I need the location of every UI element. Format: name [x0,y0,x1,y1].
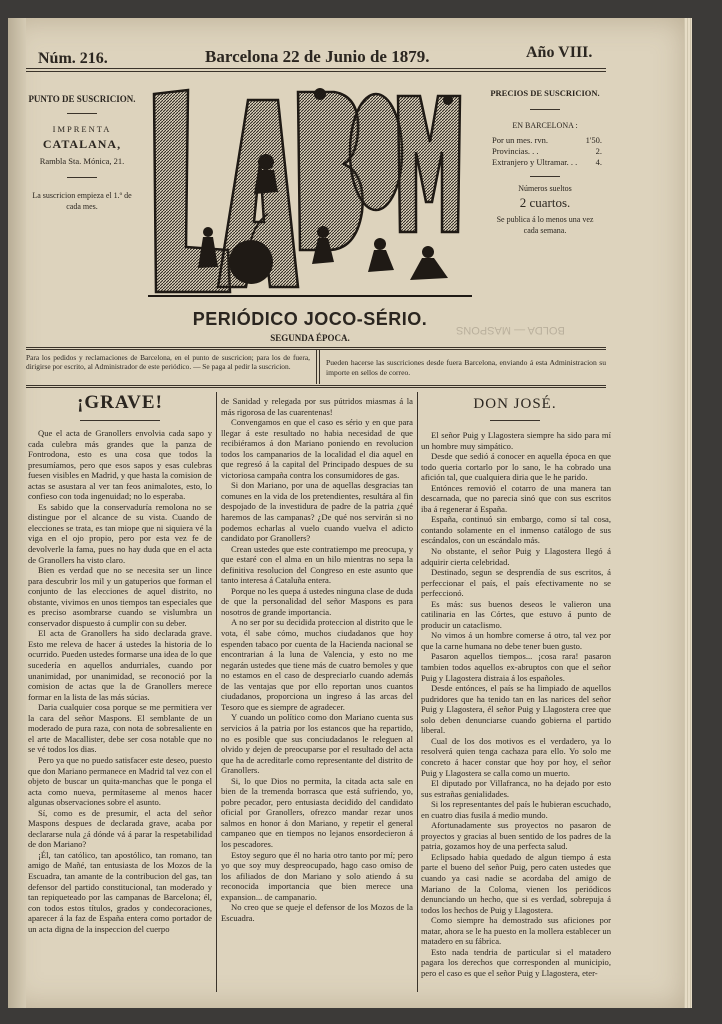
page-spine [8,18,26,1008]
issue-year: Año VIII. [526,44,593,61]
article-paragraph: Como siempre ha demostrado sus aficiones por matar, ahora se le ha puesto en la mollera establecer un matadero en su fábrica. [421,915,611,947]
issue-date: Barcelona 22 de Junio de 1879. [205,47,430,66]
suscricion-box [26,94,138,212]
article-column-3 [421,430,611,996]
article-paragraph: Pasaron aquellos tiempos... ¡cosa rara! pasaron tambien todos aquellos ex-abruptos con que el señor Puig y Llagostera distraia á los españoles. [421,651,611,683]
article-paragraph: Afortunadamente sus proyectos no pasaron de proyectos y gracias al buen sentido de los padres de la patria, gozamos hoy de una perfecta salud. [421,820,611,852]
header-rule-top-2 [26,71,606,72]
publica-note: Se publica á lo menos una vez cada semana. [496,215,594,235]
article-paragraph: ¡Él, tan católico, tan apostólico, tan romano, tan amigo de Mañé, tan entusiasta de los Mozos de la Escuadra, tan amante de la contribucion del gas, tan defensor del partido constitucional, tan moderado y tan repiqueteado por las campanas de Barcelona; él, con todos estos títulos, grados y condecoraciones, aparecer á la faz de España entera como portador de un acta digna de la inspeccion del cuerpo [28,849,212,934]
imprenta-name: CATALANA, [42,137,122,151]
article-paragraph: Esto nada tendria de particular si el matadero pagara los derechos que corresponden al municipio, pero el caso es que el señor Puig y Llagostera, eter- [421,946,611,978]
article-paragraph: Convengamos en que el caso es sério y en que para llegar á este resultado no habia necesidad de que recibiéramos á don Mariano poniendo en revolucion todos los campanarios de la localidad el dia aquel en que regresó á la capital del Principado despues de su victoriosa campaña contra los consumidores de gas. [221,417,413,480]
sueltos-label: Números sueltos [518,184,572,193]
notice-right: Pueden hacerse las suscriciones desde fuera Barcelona, enviando á esta Administracion su importe en sellos de correo. [326,358,606,377]
notice-rule-bottom-2 [26,387,606,388]
article-title-don-jose: DON JOSÉ. [473,396,557,412]
article-paragraph: Daria cualquier cosa porque se me permitiera ver la cara del señor Maspons. El semblante de un moderado de pura raza, con nota de sobresaliente en el arte de Macallister, debe ser cosa notable que no se vé todos los dias. [28,702,212,755]
precios-divider [530,109,560,110]
article-column-1 [28,428,212,996]
suscricion-title: PUNTO DE SUSCRICION. [28,94,136,104]
article-paragraph: Estoy seguro que él no haria otro tanto por mí; pero yo que soy muy despreocupado, hago caso omiso de los afiliados de don Mariano y solo atiendo á su reconocida importancia que bien merece una expansion... de campanario. [221,849,413,902]
article-paragraph: Porque no les quepa á ustedes ninguna clase de duda de que la personalidad del señor Maspons es para nosotros de grande importancia. [221,585,413,617]
precio-valor: 1'50. [585,135,602,145]
la-bomba-logo-art [148,82,472,300]
precios-row [492,146,602,157]
issue-number: Núm. 216. [38,50,108,67]
precio-label: Provincias. . . [492,146,539,156]
article-paragraph: Si, lo que Dios no permita, la citada acta sale en bien de la tremenda borrasca que está sufriendo, yo, pobre pecador, pero entusiasta decidido del candidato oficial por Granollers, ofrezco mandar rezar unos salmos en honor á don Mariano, y repetir el general campaneo que en tiempos no lejanos ensordecieron á los pescadores. [221,775,413,849]
notice-rule-top [26,347,606,348]
article-paragraph: Pero ya que no puedo satisfacer este deseo, puesto que don Mariano permanece en Madrid tal vez con el objeto de buscar un quita-manchas que le ponga el acta como nueva, permítaseme al menos hacer algunas observaciones sobre el asunto. [28,754,212,808]
periodico-subtitle: PERIÓDICO JOCO-SÉRIO. [192,309,428,329]
title-rule-1 [80,420,160,421]
header-rule-top [26,68,606,69]
page-edge [684,18,692,1008]
article-paragraph: El acta de Granollers ha sido declarada grave. Esto me releva de hacer á ustedes la historia de lo ocurrido. Pueden ustedes formarse una idea de lo que sucedería en aquellos andurriales, cuando por unanimidad, por unanimidad, se reconoció por la comision de actas que la de Granollers merece formar en la lista de las más súcias. [28,628,212,702]
suscricion-note: La suscricion empieza el 1.º de cada mes. [32,191,132,211]
article-paragraph: Bien es verdad que no se necesita ser un lince para descubrir los mil y un gatuperios que forman el conjunto de las elecciones de aquel distrito, no obstante, vivimos en unos tiempos tan especiales que es preciso asombrarse cuando se vislumbra un conservador dispuesto á cumplir con su deber. [28,565,212,628]
article-paragraph: A no ser por su decidida proteccion al distrito que le vota, él sabe cómo, muchos ciudadanos que hoy espenden tabaco por cuenta de la Hacienda nacional se encontrarian á la luna de Valencia, y esto no me negarán ustedes que tiene más de cuatro bemoles y que no estamos en el caso de despreciarlo cuando además de las ventajas que por ello reportan unos cuantos ciudadanos, proporciona un ingreso á las arcas del Tesoro que es siempre de agradecer. [221,617,413,712]
precio-label: Por un mes. rvn. [492,135,548,145]
article-paragraph: Es más: sus buenos deseos le valieron una catilinaria en las Córtes, que estuvo á punto de producir un cataclismo. [421,598,611,630]
article-paragraph: Crean ustedes que este contratiempo me preocupa, y que estaré con el alma en un hilo mientras no sepa la definitiva resolucion del Congreso en este asunto que tanto interesa á Cataluña entera. [221,543,413,586]
imprenta-address: Rambla Sta. Mónica, 21. [39,156,125,166]
article-paragraph: Entónces removió el cotarro de una manera tan descarnada, que no parecia sinó que con sus escritos iba á regenerar á España. [421,482,611,514]
precio-valor: 4. [595,157,602,167]
precios-divider-2 [530,176,560,177]
precios-row [492,157,602,168]
precios-row [492,135,602,146]
precios-place: EN BARCELONA : [512,121,578,130]
column-divider-1 [216,392,217,992]
precio-valor: 2. [595,146,602,156]
article-paragraph: El diputado por Villafranca, no ha dejado por esto sus estrañas genialidades. [421,778,611,799]
suscricion-divider-2 [67,177,97,178]
article-paragraph: Cual de los dos motivos es el verdadero, ya lo resolverá quien tenga cachaza para ello. Yo solo me concreto á hacer constar que hoy por hoy, el señor Puig y Llagostera se calla como un muerto. [421,735,611,778]
notice-divider-2 [319,350,320,384]
suscricion-divider [67,113,97,114]
article-paragraph: de Sanidad y relegada por sus pútridos miasmas á la más rigorosa de las cuarentenas! [221,396,413,417]
sueltos-price: 2 cuartos. [519,195,571,210]
article-paragraph: No creo que se queje el defensor de los Mozos de la Escuadra. [221,902,413,923]
article-paragraph: España, continuó sin embargo, como sí tal cosa, contando solamente en el inmenso catálogo de sus escándalos, con un escándalo más. [421,514,611,546]
article-paragraph: Si don Mariano, por una de aquellas desgracias tan comunes en la vida de los pretendientes, resultára al fin despojado de la investidura de padre de la patria ¿qué haremos de las campanas? ¿De qué nos servirán si no podemos echarlas al vuelo cuando vuelva el adicto candidato por Granollers? [221,480,413,544]
masthead-logo [148,82,472,300]
precios-table [492,135,602,168]
epoca-label: SEGUNDA ÉPOCA. [270,333,350,343]
notice-rule-bottom [26,385,606,386]
bleed-through-text: BOLDA — MASPONS [456,324,565,336]
article-paragraph: Y cuando un político como don Mariano cuenta sus servicios á la patria por los estancos que ha repartido, no es posible que sus conciudadanos le releguen al olvido y dejen de preocuparse por el resultado del acta que ha de acreditarle como representante del distrito de Granollers. [221,712,413,776]
article-paragraph: Desde entónces, el país se ha limpiado de aquellos pudridores que ha tenido tan en las narices del señor Puig y Llagostera, él señor Puig y Llagostera cree que solo deben denunciarse cuando gobierna el partido liberal. [421,683,611,736]
title-rule-3 [490,420,540,421]
article-paragraph: Eclipsado habia quedado de algun tiempo á esta parte el bueno del señor Puig, pero caten ustedes que cuando ya casi nadie se acordaba del amigo de Mariano de la Coloma, vienen los periódicos denunciando un hecho, que si es verdad, sobrepuja á todos los hechos de Puig y Llagostera. [421,851,611,915]
article-paragraph: No obstante, el señor Puig y Llagostera llegó á adquirir cierta celebridad. [421,546,611,567]
imprenta-label: IMPRENTA [52,124,112,134]
article-paragraph: Es sabido que la conservaduría remolona no se distingue por el alcance de su vista. Cuando de elecciones se trata, es tan miope que ni siquiera vé la viga en el ojo propio, pero por esta vez fe de devolverle la fama, pues no hay duda que en el acta de Granollers ha visto claro. [28,501,212,565]
notice-divider [316,350,317,384]
article-paragraph: Si los representantes del país le hubieran escuchado, en cuatro dias fusila á medio mundo. [421,799,611,820]
article-title-grave: ¡GRAVE! [77,392,163,413]
article-paragraph: Que el acta de Granollers envolvia cada sapo y cada culebra más grandes que la panza de Fontrodona, esto es una cosa que todos la presumíamos, pero que esos sapos y esas culebras fuesen visibles en Madrid, y que hasta la comision de actas se asustara al ver tan feos animalotes, esto, lo confieso con toda ingenuidad; no lo esperaba. [28,428,212,502]
article-column-2 [221,396,413,996]
article-paragraph: Destinado, segun se desprendía de sus escritos, á perfeccionar el país, el país efectivamente no se perfeccionó. [421,567,611,599]
precios-box [486,88,604,236]
notice-left: Para los pedidos y reclamaciones de Barcelona, en el punto de suscricion; para los de fuera, dirigirse por escrito, al Administrador de este periódico. — Se paga al pedir la suscricion. [26,353,310,372]
precio-label: Extranjero y Ultramar. . . [492,157,578,167]
article-paragraph: Desde que sedió á conocer en aquella época en que todo queria cortarlo por lo sano, le ha cobrado una afición tal, que cualquiera diria que le he parido. [421,451,611,483]
precios-title: PRECIOS DE SUSCRICION. [490,88,600,98]
article-paragraph: El señor Puig y Llagostera siempre ha sido para mí un hombre muy simpático. [421,430,611,451]
column-divider-2 [417,392,418,992]
article-paragraph: No vimos á un hombre comerse á otro, tal vez por que la carne humana no debe tener buen gusto. [421,630,611,651]
article-paragraph: Sí, como es de presumir, el acta del señor Maspons despues de declarada grave, acaba por declararse nula ¿á dónde vá á parar la respetabilidad de don Mariano? [28,807,212,850]
